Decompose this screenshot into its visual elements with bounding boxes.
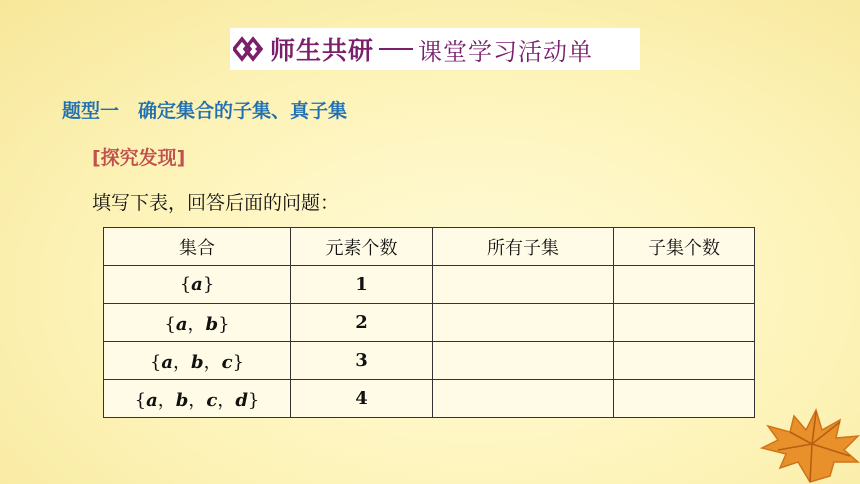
set-cell: {a}: [104, 266, 291, 304]
set-cell: {a，b，c，d}: [104, 380, 291, 418]
element-count-cell: 2: [291, 304, 433, 342]
diamond-chain-logo-icon: [230, 28, 270, 70]
subset-count-cell: [614, 342, 755, 380]
set-element: d: [235, 389, 248, 411]
set-cell: {a，b，c}: [104, 342, 291, 380]
banner-dash: [379, 48, 413, 50]
set-element: a: [161, 351, 174, 373]
all-subsets-cell: [433, 342, 614, 380]
header-all-subsets: 所有子集: [433, 228, 614, 266]
element-count-cell: 1: [291, 266, 433, 304]
set-element: a: [191, 274, 203, 295]
all-subsets-cell: [433, 380, 614, 418]
instruction-text: 填写下表，回答后面的问题：: [92, 192, 340, 214]
set-element: c: [206, 389, 218, 411]
set-element: c: [221, 351, 233, 373]
subset-count-cell: [614, 266, 755, 304]
table-header-row: [104, 228, 755, 266]
element-count-cell: 4: [291, 380, 433, 418]
header-set: 集合: [104, 228, 291, 266]
maple-leaf-icon: [750, 404, 860, 484]
table-row: [104, 266, 755, 304]
banner-main-title: 师生共研: [270, 36, 375, 65]
table-row: [104, 342, 755, 380]
all-subsets-cell: [433, 266, 614, 304]
header-subset-count: 子集个数: [614, 228, 755, 266]
explore-tag: [探究发现]: [92, 147, 186, 169]
all-subsets-cell: [433, 304, 614, 342]
set-cell: {a，b}: [104, 304, 291, 342]
subset-count-cell: [614, 304, 755, 342]
set-element: b: [205, 313, 219, 335]
question-type-heading: 题型一 确定集合的子集、真子集: [62, 100, 348, 122]
header-element-count: 元素个数: [291, 228, 433, 266]
set-element: b: [175, 389, 189, 411]
subset-count-cell: [614, 380, 755, 418]
set-element: b: [191, 351, 204, 373]
set-element: a: [146, 389, 158, 411]
subset-table: [103, 227, 755, 418]
table-row: [104, 380, 755, 418]
table-row: [104, 304, 755, 342]
set-element: a: [175, 313, 188, 335]
banner-subtitle: 课堂学习活动单: [418, 37, 594, 66]
element-count-cell: 3: [291, 342, 433, 380]
title-banner: [230, 28, 640, 70]
